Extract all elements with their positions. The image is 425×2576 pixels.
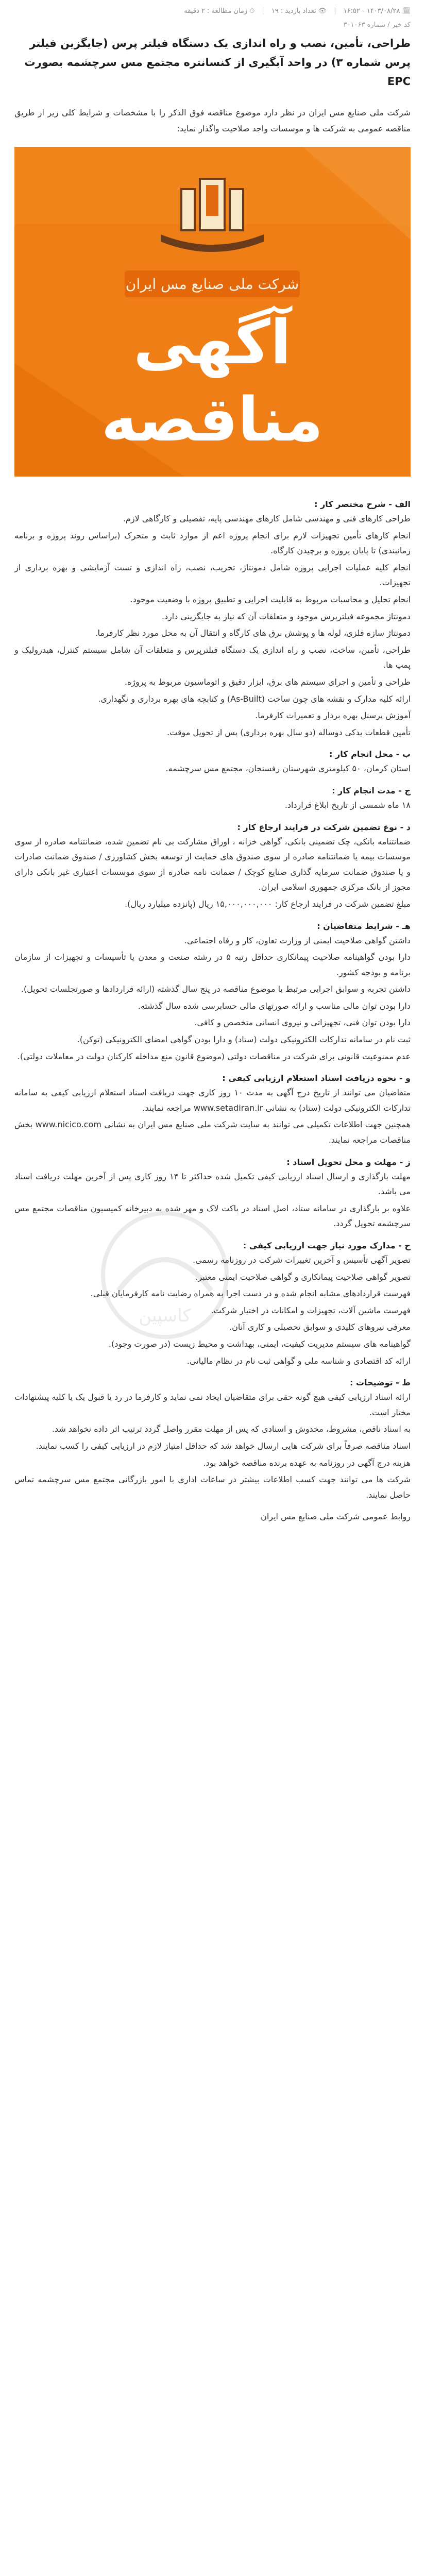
section-line: علاوه بر بارگذاری در سامانه ستاد، اصل اسناد در پاکت لاک و مهر شده به دبیرخانه کمیسیون مناقصات مجتمع مس سرچشمه تحویل گردد. [14, 1203, 411, 1229]
calendar-icon: 🗓 [402, 7, 411, 15]
views-item [271, 7, 327, 15]
article-views: تعداد بازدید : ۱۹ [271, 7, 316, 15]
section-line: گواهینامه های سیستم مدیریت کیفیت، ایمنی، بهداشت و محیط زیست (در صورت وجود). [108, 1338, 411, 1349]
meta-separator: | [334, 7, 336, 15]
section-line: متقاضیان می توانند از تاریخ درج آگهی به مدت ۱۰ روز کاری جهت دریافت اسناد استعلام ارزیابی کیفی به سامانه تدارکات الکترونیکی دولت (ستاد) به نشانی www.setadiran.ir مراجعه نمایند. [14, 1088, 411, 1113]
section-line: دمونتاژ سازه فلزی، لوله ها و پوشش برق های کارگاه و انتقال آن به محل مورد نظر کارفرما. [95, 628, 411, 638]
section-line: ۱۸ ماه شمسی از تاریخ ابلاغ قرارداد. [284, 800, 411, 810]
section-line: هزینه درج آگهی در روزنامه به عهده برنده مناقصه خواهد بود. [203, 1458, 411, 1468]
section-line: معرفی نیروهای کلیدی و سوابق تحصیلی و کاری آنان. [229, 1322, 411, 1332]
section-line: داشتن گواهی صلاحیت ایمنی از وزارت تعاون، کار و رفاه اجتماعی. [184, 935, 411, 945]
article-title: طراحی، تأمین، نصب و راه اندازی یک دستگاه فیلتر پرس (جایگزین فیلتر پرس شماره ۳) در واحد آبگیری از کنسانتره مجتمع مس سرچشمه بصورت EPC [24, 37, 411, 88]
clock-icon: ⏱ [249, 7, 255, 15]
section-line: دمونتاژ مجموعه فیلترپرس موجود و متعلقات آن که نیاز به جایگزینی دارد. [161, 611, 411, 621]
section-line: مبلغ تضمین شرکت در فرایند ارجاع کار: ۱۵,۰۰۰,۰۰۰,۰۰۰ ریال (پانزده میلیارد ریال). [125, 899, 411, 909]
section-line: به اسناد ناقص، مشروط، مخدوش و اسنادی که پس از مهلت مقرر واصل گردد ترتیب اثر داده نخواهد شد. [52, 1424, 411, 1434]
article-read-time: زمان مطالعه : ۲ دقیقه [184, 7, 248, 15]
section-heading: ط - توضیحات : [349, 1378, 411, 1388]
eye-icon: 👁 [318, 7, 327, 15]
section-line: انجام کارهای تأمین تجهیزات لازم برای انجام پروژه اعم از موارد ثابت و متحرک (براساس روند پروژه و برنامه زمانبندی) تا پایان پروژه و برچیدن کارگاه. [14, 530, 411, 556]
section-line: ارائه اسناد ارزیابی کیفی هیچ گونه حقی برای متقاضیان ایجاد نمی نماید و کارفرما در رد یا قبول یک یا کلیه پیشنهادات مختار است. [14, 1392, 411, 1417]
section-line: دارا بودن توان مالی مناسب و ارائه صورتهای مالی حسابرسی شده سال گذشته. [138, 1001, 411, 1011]
article-footer [0, 1504, 425, 1524]
footer-spacer [14, 1504, 411, 1509]
read-time-item [184, 7, 254, 15]
section-line: فهرست ماشین آلات، تجهیزات و امکانات در اختیار شرکت. [211, 1305, 411, 1315]
article-date: ۱۴۰۳/۰۸/۲۸ - ۱۶:۵۲ [343, 7, 400, 15]
section-heading: ج - مدت انجام کار : [332, 785, 411, 795]
section-heading: د - نوع تضمین شرکت در فرایند ارجاع کار : [237, 822, 411, 832]
section-heading: ب - محل انجام کار : [329, 749, 411, 759]
article-lead: شرکت ملی صنایع مس ایران در نظر دارد موضوع مناقصه فوق الذکر را با مشخصات و شرایط کلی زیر از طریق مناقصه عمومی به شرکت ها و موسسات واجد صلاحیت واگذار نماید: [14, 108, 411, 133]
section-line: آموزش پرسنل بهره بردار و تعمیرات کارفرما. [255, 710, 411, 721]
section-line: تصویر آگهی تأسیس و آخرین تغییرات شرکت در روزنامه رسمی. [193, 1255, 411, 1265]
tender-banner-image [14, 147, 411, 477]
section-line: استان کرمان، ۵۰ کیلومتری شهرستان رفسنجان، مجتمع مس سرچشمه. [165, 764, 411, 774]
section-line: اسناد مناقصه صرفاً برای شرکت هایی ارسال خواهد شد که حداقل امتیاز لازم در ارزیابی کیفی را کسب نمایند. [36, 1440, 411, 1451]
section-heading: ح - مدارک مورد نیاز جهت ارزیابی کیفی : [243, 1241, 411, 1250]
section-line: مهلت بارگذاری و ارسال اسناد ارزیابی کیفی تکمیل شده حداکثر تا ۱۴ روز کاری پس از آخرین مهلت دریافت اسناد می باشد. [14, 1171, 411, 1197]
section-line: تصویر گواهی صلاحیت پیمانکاری و گواهی صلاحیت ایمنی معتبر. [195, 1272, 411, 1282]
meta-separator: | [262, 7, 264, 15]
tender-details [0, 477, 425, 1502]
section-line: ثبت نام در سامانه تدارکات الکترونیکی دولت (ستاد) و دارا بودن گواهی امضای الکترونیکی (توکن). [77, 1035, 411, 1045]
section-line: دارا بودن توان فنی، تجهیزاتی و نیروی انسانی متخصص و کافی. [194, 1018, 411, 1028]
section-line: ارائه کلیه مدارک و نقشه های چون ساخت (As-Built) و کتابچه های بهره برداری و نگهداری. [98, 693, 411, 704]
section-line: دارا بودن گواهینامه صلاحیت پیمانکاری حداقل رتبه ۵ در رشته صنعت و معدن یا تأسیسات و تجهیزات از سازمان برنامه و بودجه کشور. [14, 952, 411, 977]
section-line: طراحی کارهای فنی و مهندسی شامل کارهای مهندسی پایه، تفصیلی و کارگاهی لازم. [123, 514, 411, 524]
section-line: طراحی و تأمین و اجرای سیستم های برق، ابزار دقیق و اتوماسیون مربوط به پروژه. [124, 676, 411, 687]
section-line: شرکت ها می توانند جهت کسب اطلاعات بیشتر در ساعات اداری با امور بازرگانی مجتمع مس سرچشمه تماس حاصل نمایند. [14, 1475, 411, 1500]
section-line: فهرست قراردادهای مشابه انجام شده و در دست اجرا به همراه رضایت نامه کارفرمایان قبلی. [90, 1289, 411, 1299]
banner-heading-ad: آگهی [133, 307, 292, 378]
section-line: ضمانتنامه بانکی، چک تضمینی بانکی، گواهی خزانه ، اوراق مشارکت بی نام تضمین شده، ضمانتنامه صادره از سوی موسسات بیمه یا ضمانتنامه صادره از سوی صندوق های حمایت از توسعه بخش کشاورزی / صندوق ضمانت صادرات و یا صندوق ضمانت سرمایه گذاری صنایع کوچک / ضمانت نامه صادره از سوی موسسات اعتباری غیر بانکی دارای مجوز از بانک مرکزی جمهوری اسلامی ایران. [14, 836, 411, 892]
section-line: همچنین جهت اطلاعات تکمیلی می توانند به سایت شرکت ملی صنایع مس ایران به نشانی www.nicico.com بخش مناقصات مراجعه نمایند. [14, 1120, 411, 1145]
banner-artwork [14, 147, 411, 477]
banner-company-name: شرکت ملی صنایع مس ایران [125, 276, 299, 293]
section-heading: ز - مهلت و محل تحویل اسناد : [286, 1157, 411, 1167]
section-line: انجام تحلیل و محاسبات مربوط به قابلیت اجرایی و تطبیق پروژه با وضعیت موجود. [130, 595, 411, 604]
date-item [344, 7, 411, 15]
section-line: عدم ممنوعیت قانونی برای شرکت در مناقصات دولتی (موضوع قانون منع مداخله کارکنان دولت در معاملات دولتی). [17, 1051, 411, 1061]
section-line: داشتن تجربه و سوابق اجرایی مرتبط با موضوع مناقصه در پنج سال گذشته (ارائه قراردادها و صورتجلسات تحویل). [21, 984, 411, 994]
article-meta [0, 0, 425, 15]
section-heading: هـ - شرایط متقاضیان : [317, 921, 411, 931]
closing-signature: روابط عمومی شرکت ملی صنایع مس ایران [261, 1512, 411, 1522]
article-code: کد خبر / شماره ۳۰۱۰۶۳ [343, 21, 411, 29]
banner-heading-tender: مناقصه [101, 384, 324, 455]
section-line: انجام کلیه عملیات اجرایی پروژه شامل دمونتاژ، تخریب، نصب، راه اندازی و تست آزمایشی و بهره برداری از تجهیزات. [14, 562, 411, 588]
watermark-text: کاسپین [139, 1306, 191, 1327]
section-heading: الف - شرح مختصر کار : [314, 499, 411, 510]
section-heading: و - نحوه دریافت اسناد استعلام ارزیابی کیفی : [222, 1073, 411, 1083]
section-line: تأمین قطعات یدکی دوساله (دو سال بهره برداری) پس از تحویل موقت. [167, 727, 411, 737]
section-line: ارائه کد اقتصادی و شناسه ملی و گواهی ثبت نام در نظام مالیاتی. [186, 1355, 411, 1366]
section-line: طراحی، تأمین، ساخت، نصب و راه اندازی یک دستگاه فیلترپرس و متعلقات آن شامل سیستم کنترل، هیدرولیک و پمپ ها. [14, 645, 411, 670]
